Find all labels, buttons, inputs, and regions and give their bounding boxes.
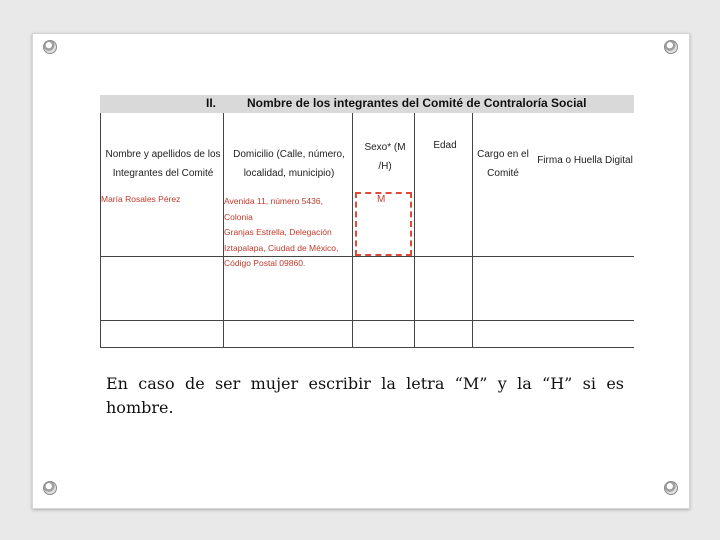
section-header [100,95,634,113]
instruction-note: En caso de ser mujer escribir la letra “M” y la “H” si es hombre. [106,374,624,417]
column-header-name: Nombre y apellidos de los Integrantes del Comité [105,149,221,179]
cell-sex: M [377,194,386,205]
column-header-address: Domicilio (Calle, número, localidad, municipio) [233,149,345,179]
column-header-signature: Firma o Huella Digital [537,155,633,166]
column-header-role: Cargo en el Comité [477,149,529,179]
address-line: Avenida 11, número 5436, Colonia [224,196,323,222]
grid-line [100,320,634,321]
highlight-box [355,192,412,256]
grid-line [472,113,473,348]
pin-icon [664,40,678,54]
section-title: Nombre de los integrantes del Comité de Contraloría Social [247,96,587,110]
cell-address [224,194,352,272]
grid-line [100,256,634,257]
pin-icon [43,40,57,54]
grid-line [414,113,415,348]
cell-name: María Rosales Pérez [101,194,181,204]
section-number: II. [206,96,217,110]
grid-line [100,113,101,348]
address-line: Granjas Estrella, Delegación [224,227,332,237]
pin-icon [43,481,57,495]
grid-line [100,347,634,348]
grid-line [352,113,353,348]
column-header-sex: Sexo* (M /H) [364,142,406,172]
pin-icon [664,481,678,495]
column-header-age: Edad [433,140,457,151]
address-line: Código Postal 09860. [224,258,306,268]
address-line: Iztapalapa, Ciudad de México, [224,242,339,253]
